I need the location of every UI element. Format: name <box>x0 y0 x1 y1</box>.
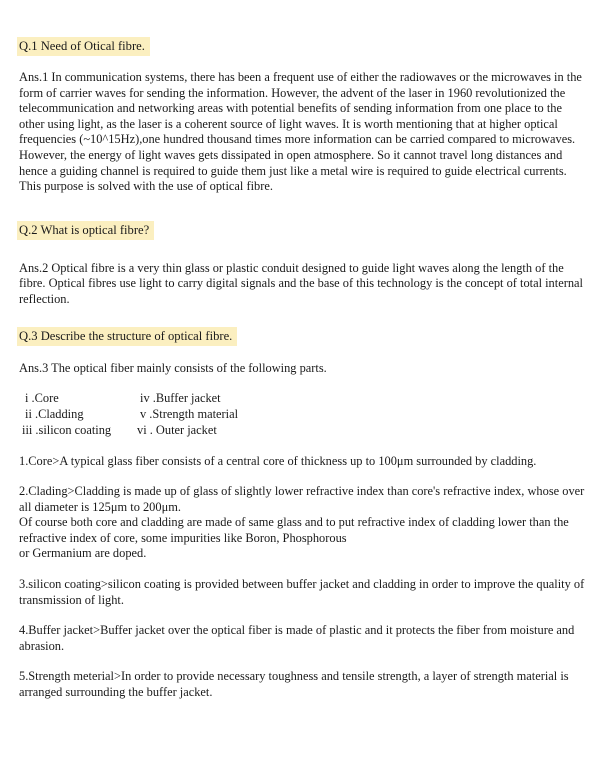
cladding-paragraph-dopants: or Germanium are doped. <box>19 546 147 561</box>
part-item: iii .silicon coating <box>22 422 112 437</box>
answer-1-text: Ans.1 In communication systems, there has been a frequent use of either the radiowaves or the microwaves in the form of carrier waves for sending the information. However, the advent of the laser in 1960 revolutionized the telecommunication and networking areas with potential benefits of sending information from one place to the other using light, as the laser is a coherent source of light waves. It is worth mentioning that at higher optical frequencies (~10^15Hz),one hundred thousand times more information can be carried compared to microwaves. However, the energy of light waves gets dissipated in open atmosphere. So it cannot travel long distances and hence a guiding channel is required to guide them just like a metal wire is required to guide electrical currents. This purpose is solved with the use of optical fibre. <box>19 70 582 194</box>
question-3-heading: Q.3 Describe the structure of optical fibre. <box>17 327 237 346</box>
strength-material-paragraph: 5.Strength meterial>In order to provide necessary toughness and tensile strength, a layer of strength material is arranged surrounding the buffer jacket. <box>19 669 569 700</box>
part-item: iv .Buffer jacket <box>140 391 221 406</box>
cladding-paragraph: 2.Clading>Cladding is made up of glass of slightly lower refractive index than core's refractive index, whose over all diameter is 125μm to 200μm. <box>19 484 585 514</box>
core-paragraph: 1.Core>A typical glass fiber consists of a central core of thickness up to 100μm surrounded by cladding. <box>19 453 537 468</box>
parts-row <box>22 407 585 423</box>
fibre-parts-list <box>22 391 585 438</box>
document-page <box>19 36 585 701</box>
part-item: vi . Outer jacket <box>137 422 217 437</box>
buffer-jacket-paragraph: 4.Buffer jacket>Buffer jacket over the optical fiber is made of plastic and it protects the fiber from moisture and abrasion. <box>19 623 575 653</box>
part-item: v .Strength material <box>140 406 239 421</box>
question-2-heading: Q.2 What is optical fibre? <box>17 221 154 240</box>
part-item: i .Core <box>25 391 59 406</box>
silicon-coating-paragraph: 3.silicon coating>silicon coating is provided between buffer jacket and cladding in order to improve the quality of transmission of light. <box>19 577 585 607</box>
parts-row <box>22 391 585 407</box>
parts-row <box>22 423 585 439</box>
part-item: ii .Cladding <box>25 406 84 421</box>
cladding-paragraph-continued: Of course both core and cladding are made of same glass and to put refractive index of cladding lower than the refractive index of core, some impurities like Boron, Phosphorous <box>19 515 569 545</box>
question-1-heading: Q.1 Need of Otical fibre. <box>17 37 150 56</box>
answer-2-text: Ans.2 Optical fibre is a very thin glass or plastic conduit designed to guide light waves along the length of the fibre. Optical fibres use light to carry digital signals and the base of this technology is the concept of total internal reflection. <box>19 260 583 306</box>
answer-3-intro: Ans.3 The optical fiber mainly consists of the following parts. <box>19 360 327 375</box>
